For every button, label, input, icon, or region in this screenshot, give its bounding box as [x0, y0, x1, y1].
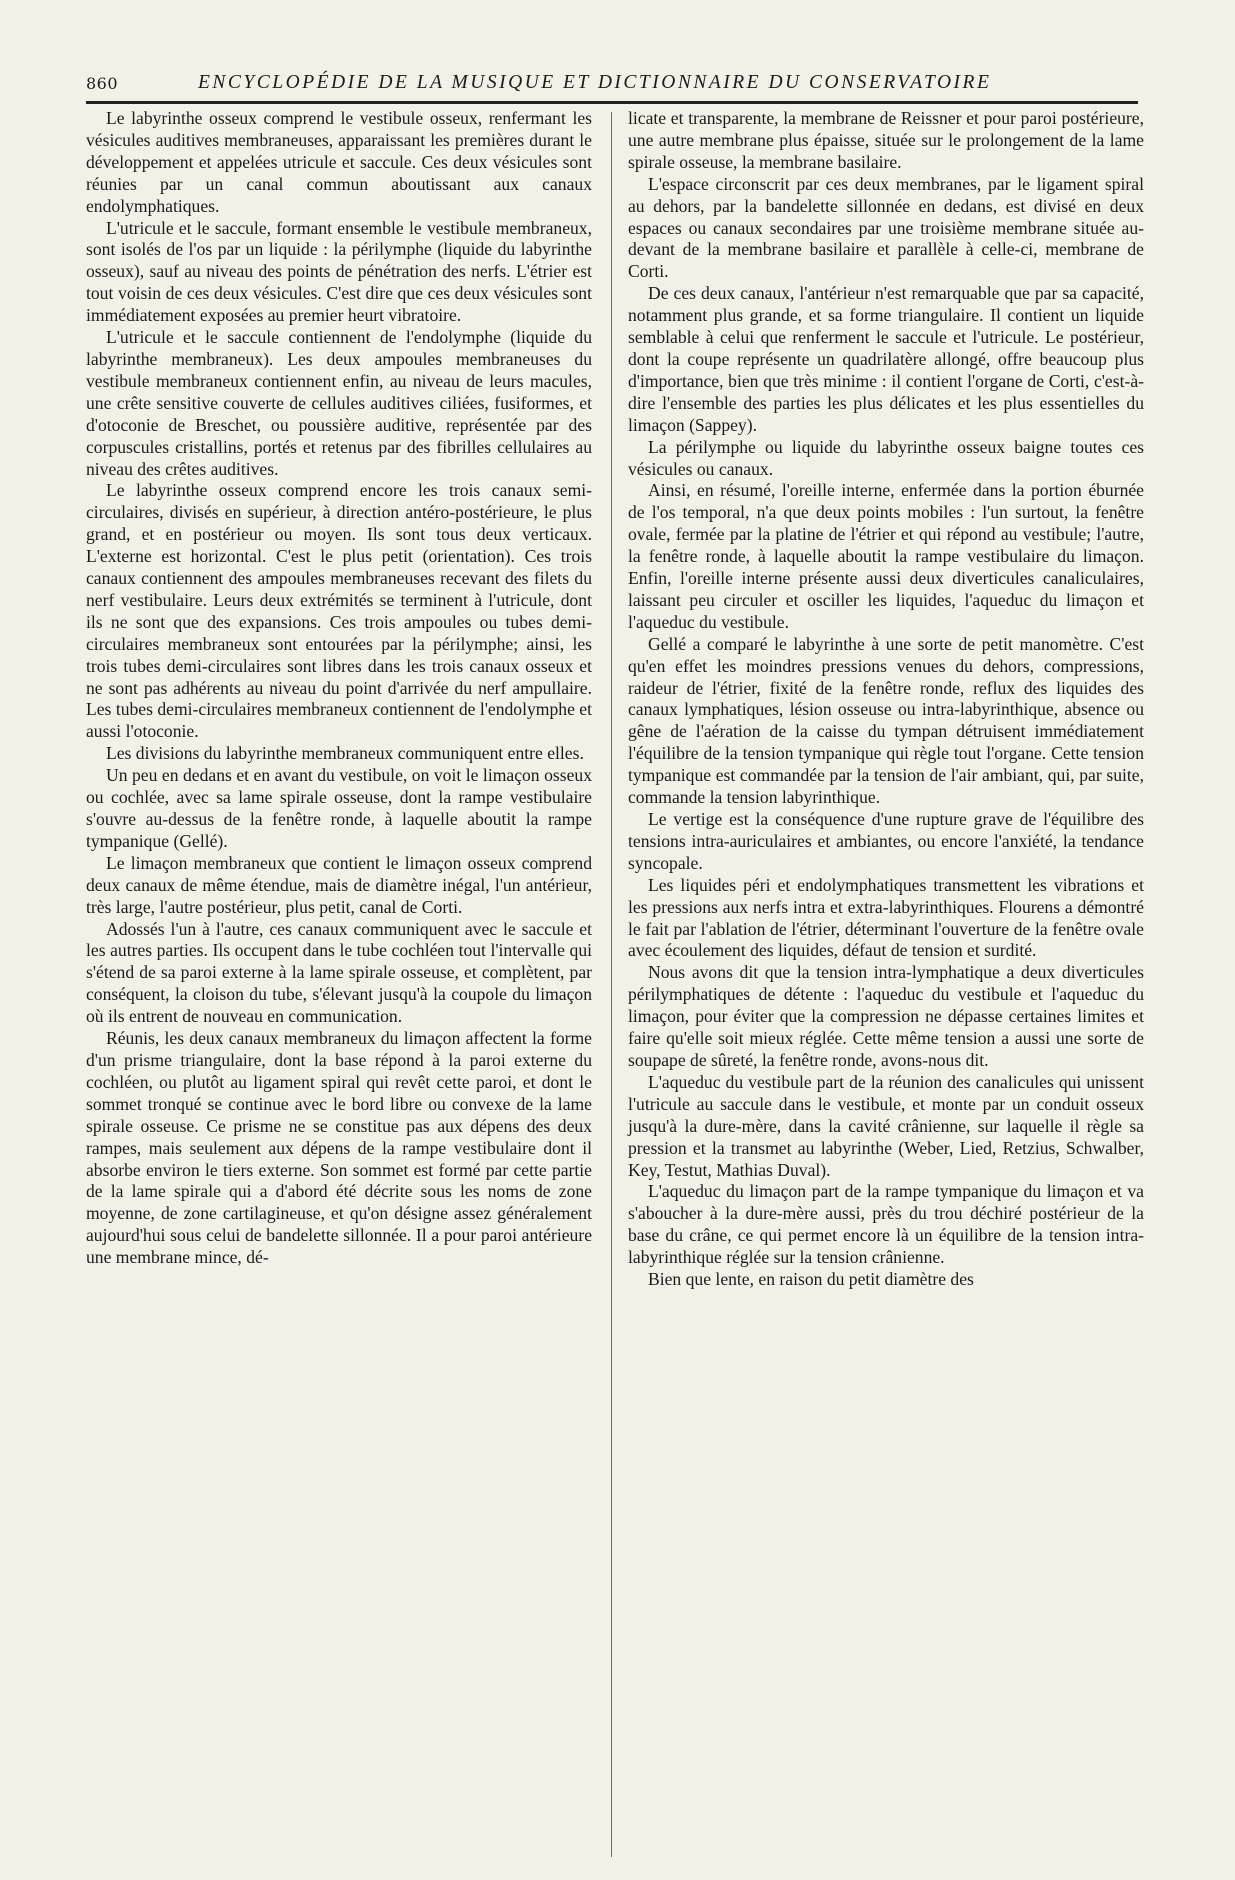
page-header — [86, 74, 1135, 100]
paragraph: De ces deux canaux, l'antérieur n'est remarquable que par sa capacité, notamment plus grande, et sa forme triangulaire. Il contient un liquide semblable à celui que renferment le saccule et l'utricule. Le postérieur, dont la coupe représente un quadrilatère allongé, offre beaucoup plus d'importance, bien que très minime : il contient l'organe de Corti, c'est-à-dire l'ensemble des parties les plus délicates et les plus essentielles du limaçon (Sappey). — [628, 283, 1144, 435]
paragraph: L'utricule et le saccule, formant ensemble le vestibule membraneux, sont isolés de l'os par un liquide : la périlymphe (liquide du labyrinthe osseux), sauf au niveau des points de pénétration des nerfs. L'étrier est tout voisin de ces deux vésicules. C'est dire que ces deux vésicules sont immédiatement exposées au premier heurt vibratoire. — [86, 217, 592, 326]
right-column — [628, 108, 1144, 1291]
paragraph: Réunis, les deux canaux membraneux du limaçon affectent la forme d'un prisme triangulaire, dont la base répond à la paroi externe du cochléen, ou plutôt au ligament spiral qui revêt cette paroi, et dont le sommet tronqué se continue avec le bord libre ou convexe de la lame spirale osseuse. Ce prisme ne se constitue pas aux dépens des deux rampes, mais seulement aux dépens de la rampe vestibulaire dont il absorbe environ le tiers externe. Son sommet est formé par cette partie de la lame spirale qui a d'abord été décrite sous les noms de zone moyenne, de zone cartilagineuse, et qu'on désigne assez généralement aujourd'hui sous celui de bandelette sillonnée. Il a pour paroi antérieure une membrane mince, dé- — [86, 1028, 592, 1268]
paragraph: Nous avons dit que la tension intra-lymphatique a deux diverticules périlymphatiques de détente : l'aqueduc du vestibule et l'aqueduc du limaçon, pour éviter que la compression ne dépasse certaines limites et faire qu'elle soit mieux réglée. Cette même tension a aussi une sorte de soupape de sûreté, la fenêtre ronde, avons-nous dit. — [628, 962, 1144, 1070]
paragraph: Ainsi, en résumé, l'oreille interne, enfermée dans la portion éburnée de l'os temporal, n'a que deux points mobiles : l'un surtout, la fenêtre ovale, fermée par la platine de l'étrier et qui répond au vestibule; l'autre, la fenêtre ronde, à laquelle aboutit la rampe vestibulaire du limaçon. Enfin, l'oreille interne présente aussi deux diverticules canaliculaires, laissant peu circuler et osciller les liquides, l'aqueduc du limaçon et l'aqueduc du vestibule. — [628, 480, 1144, 632]
paragraph: L'utricule et le saccule contiennent de l'endolymphe (liquide du labyrinthe membraneux). Les deux ampoules membraneuses du vestibule membraneux contiennent enfin, au niveau de leurs macules, une crête sensitive couverte de cellules auditives ciliées, fusiformes, et d'otoconie de Breschet, ou poussière auditive, représentée par des corpuscules cristallins, portés et retenus par des fibrilles cellulaires au niveau des crêtes auditives. — [86, 327, 592, 479]
paragraph: Un peu en dedans et en avant du vestibule, on voit le limaçon osseux ou cochlée, avec sa lame spirale osseuse, dont la rampe vestibulaire s'ouvre au-dessus de la fenêtre ronde, à laquelle aboutit la rampe tympanique (Gellé). — [86, 765, 592, 851]
left-column — [86, 108, 592, 1269]
header-rule — [86, 101, 1138, 104]
page-number: 860 — [86, 74, 119, 93]
paragraph: Le labyrinthe osseux comprend encore les trois canaux semi-circulaires, divisés en supérieur, à direction antéro-postérieure, le plus grand, et en postérieur ou moyen. Ils sont tous deux verticaux. L'externe est horizontal. C'est le plus petit (orientation). Ces trois canaux contiennent des ampoules membraneuses recevant des filets du nerf vestibulaire. Leurs deux extrémités se terminent à l'utricule, dont ils ne sont que des expansions. Ces trois ampoules ou tubes demi-circulaires membraneux sont entourées par la périlymphe; ainsi, les trois tubes demi-circulaires sont libres dans les trois canaux osseux et ne sont pas adhérents au niveau du point d'arrivée du nerf ampullaire. Les tubes demi-circulaires membraneux contiennent de l'endolymphe et aussi l'otoconie. — [86, 480, 592, 742]
paragraph: L'aqueduc du limaçon part de la rampe tympanique du limaçon et va s'aboucher à la dure-mère aussi, près du trou déchiré postérieur de la base du crâne, ce qui permet encore là un équilibre de la tension intra-labyrinthique réglée sur la tension crânienne. — [628, 1181, 1144, 1268]
running-title: ENCYCLOPÉDIE DE LA MUSIQUE ET DICTIONNAIRE DU CONSERVATOIRE — [198, 72, 992, 93]
paragraph: Le limaçon membraneux que contient le limaçon osseux comprend deux canaux de même étendue, mais de diamètre inégal, l'un antérieur, très large, l'autre postérieur, plus petit, canal de Corti. — [86, 852, 592, 917]
paragraph: Les liquides péri et endolymphatiques transmettent les vibrations et les pressions aux nerfs intra et extra-labyrinthiques. Flourens a démontré le fait par l'ablation de l'étrier, déterminant l'ouverture de la fenêtre ovale avec écoulement des liquides, défaut de tension et surdité. — [628, 874, 1144, 961]
paragraph: Le vertige est la conséquence d'une rupture grave de l'équilibre des tensions intra-auriculaires et ambiantes, ou encore l'anxiété, la tendance syncopale. — [628, 809, 1144, 873]
paragraph-continued: licate et transparente, la membrane de Reissner et pour paroi postérieure, une autre membrane plus épaisse, située sur le prolongement de la lame spirale osseuse, la membrane basilaire. — [628, 108, 1144, 172]
paragraph: Bien que lente, en raison du petit diamètre des — [648, 1269, 974, 1290]
column-divider — [611, 112, 612, 1857]
paragraph: L'espace circonscrit par ces deux membranes, par le ligament spiral au dehors, par la bandelette sillonnée en dedans, est divisé en deux espaces ou canaux secondaires par une troisième membrane située au-devant de la membrane basilaire et parallèle à celle-ci, membrane de Corti. — [628, 173, 1144, 282]
paragraph: La périlymphe ou liquide du labyrinthe osseux baigne toutes ces vésicules ou canaux. — [628, 436, 1144, 479]
paragraph: Les divisions du labyrinthe membraneux communiquent entre elles. — [106, 743, 584, 764]
paragraph: Gellé a comparé le labyrinthe à une sorte de petit manomètre. C'est qu'en effet les moindres pressions venues du dehors, compressions, raideur de l'étrier, fixité de la fenêtre ronde, reflux des liquides des canaux lymphatiques, lésion osseuse ou intra-labyrinthique, absence ou gêne de l'aération de la caisse du tympan détruisent immédiatement l'équilibre de la tension tympanique qui règle tout l'organe. Cette tension tympanique est commandée par la tension de l'air ambiant, qui, par suite, commande la tension labyrinthique. — [628, 633, 1144, 808]
paragraph: L'aqueduc du vestibule part de la réunion des canalicules qui unissent l'utricule au saccule dans le vestibule, et monte par un conduit osseux jusqu'à la dure-mère, dans la cavité crânienne, sur laquelle il règle sa pression et la transmet au labyrinthe (Weber, Lied, Retzius, Schwalber, Key, Testut, Mathias Duval). — [628, 1071, 1144, 1180]
paragraph: Adossés l'un à l'autre, ces canaux communiquent avec le saccule et les autres parties. Ils occupent dans le tube cochléen tout l'intervalle qui s'étend de sa paroi externe à la lame spirale osseuse, et complètent, par conséquent, la cloison du tube, s'élevant jusqu'à la coupole du limaçon où ils entrent de nouveau en communication. — [86, 918, 592, 1027]
paragraph: Le labyrinthe osseux comprend le vestibule osseux, renfermant les vésicules auditives membraneuses, apparaissant les premières durant le développement et appelées utricule et saccule. Ces deux vésicules sont réunies par un canal commun aboutissant aux canaux endolymphatiques. — [86, 108, 592, 216]
